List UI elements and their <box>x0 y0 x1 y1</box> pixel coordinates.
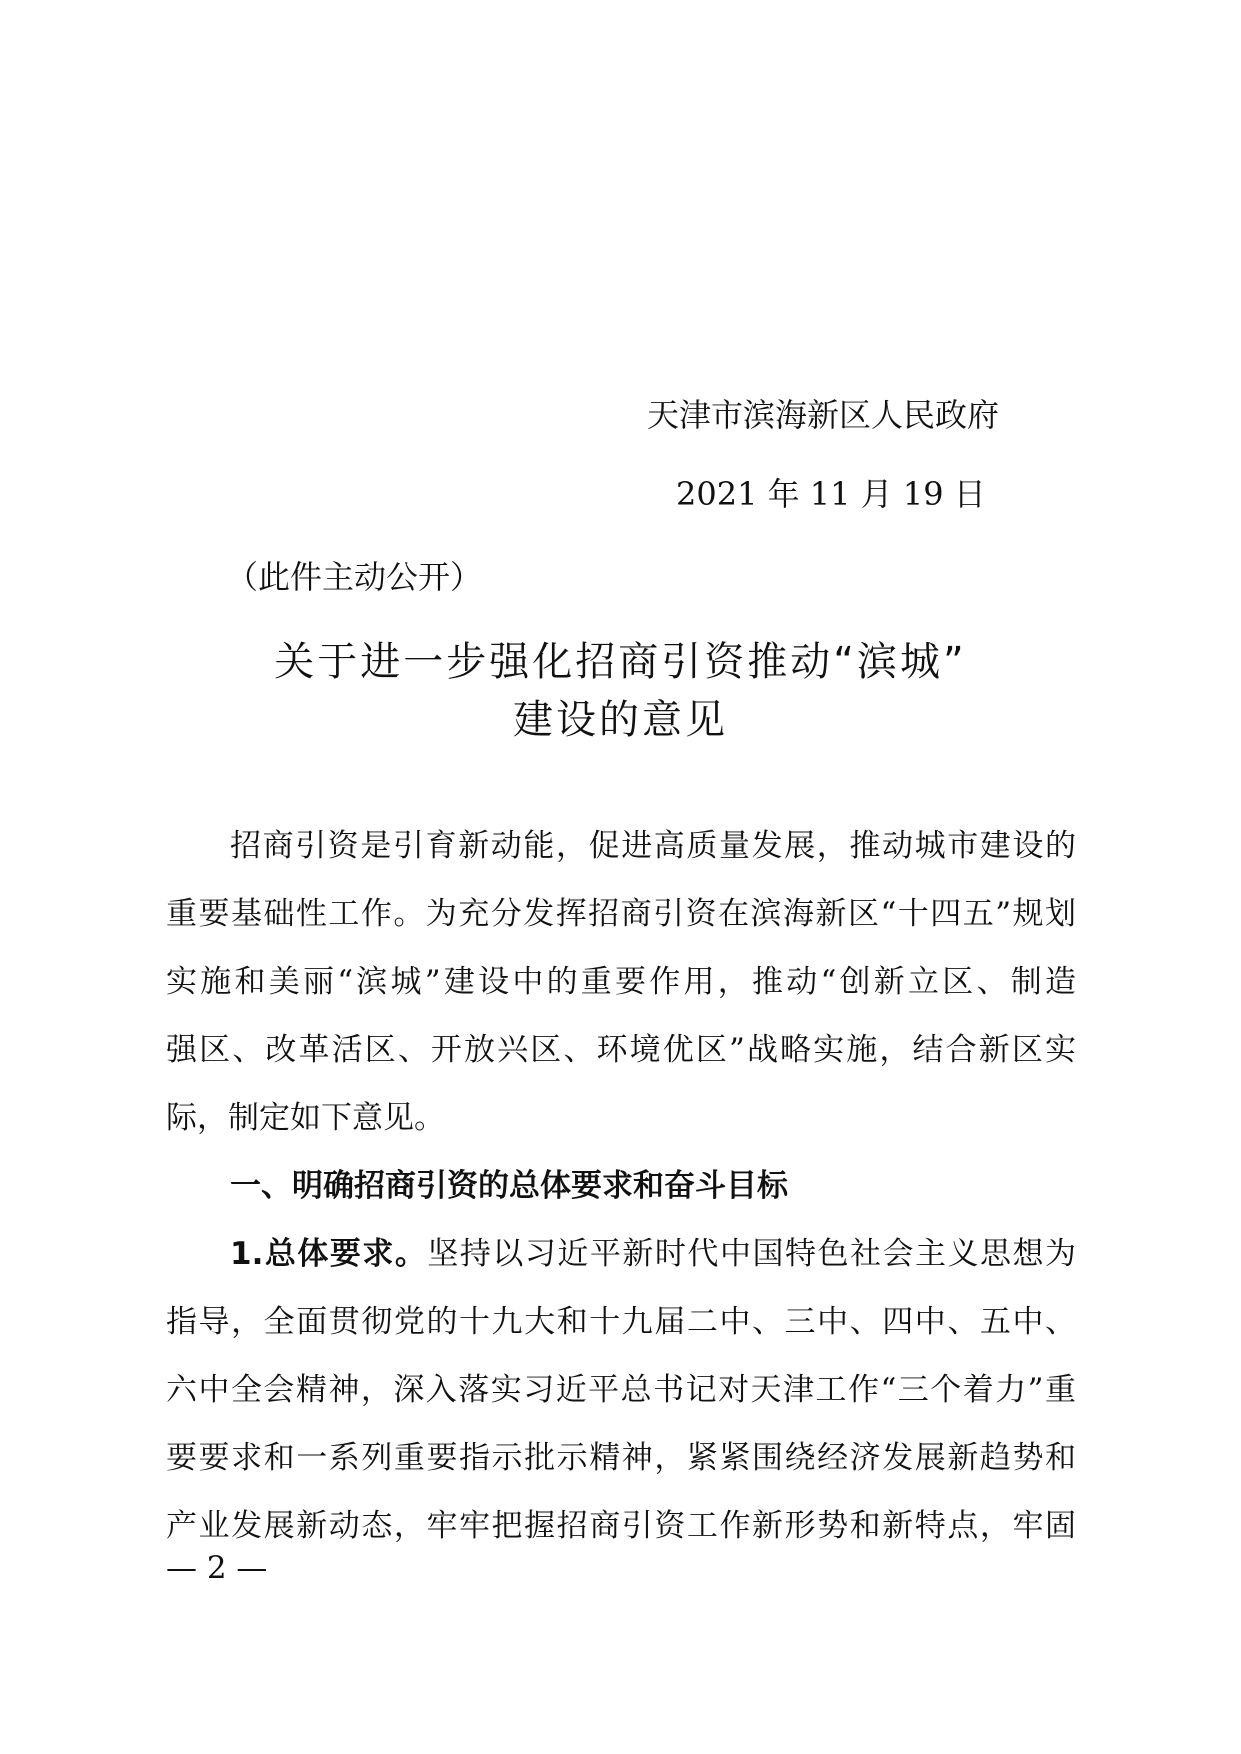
item-lead: 1.总体要求。 <box>230 1236 428 1272</box>
section-heading: 一、明确招商引资的总体要求和奋斗目标 <box>230 1168 788 1204</box>
body-line: 要要求和一系列重要指示批示精神，紧紧围绕经济发展新趋势和 <box>166 1440 1076 1476</box>
issuing-authority: 天津市滨海新区人民政府 <box>647 396 1000 434</box>
body-line: 产业发展新动态，牢牢把握招商引资工作新形势和新特点，牢固 <box>166 1508 1076 1544</box>
document-title <box>160 633 1081 749</box>
item-text: 坚持以习近平新时代中国特色社会主义思想为 <box>427 1236 1076 1272</box>
body-line: 招商引资是引育新动能，促进高质量发展，推动城市建设的 <box>230 828 1076 864</box>
title-line-1: 关于进一步强化招商引资推动“滨城” <box>274 639 967 685</box>
body-line: 际，制定如下意见。 <box>166 1100 445 1136</box>
body-line: 实施和美丽“滨城”建设中的重要作用，推动“创新立区、制造 <box>166 964 1076 1000</box>
page-number: — 2 — <box>166 1550 268 1586</box>
disclosure-note: （此件主动公开） <box>226 558 483 596</box>
title-line-2: 建设的意见 <box>513 697 728 743</box>
item-first-line <box>166 1220 1076 1288</box>
document-body <box>166 812 1076 1560</box>
body-line: 指导，全面贯彻党的十九大和十九届二中、三中、四中、五中、 <box>166 1304 1076 1340</box>
body-line: 强区、改革活区、开放兴区、环境优区”战略实施，结合新区实 <box>166 1032 1076 1068</box>
issue-date: 2021 年 11 月 19 日 <box>676 475 986 513</box>
body-line: 六中全会精神，深入落实习近平总书记对天津工作“三个着力”重 <box>166 1372 1076 1408</box>
body-line: 重要基础性工作。为充分发挥招商引资在滨海新区“十四五”规划 <box>166 896 1076 932</box>
